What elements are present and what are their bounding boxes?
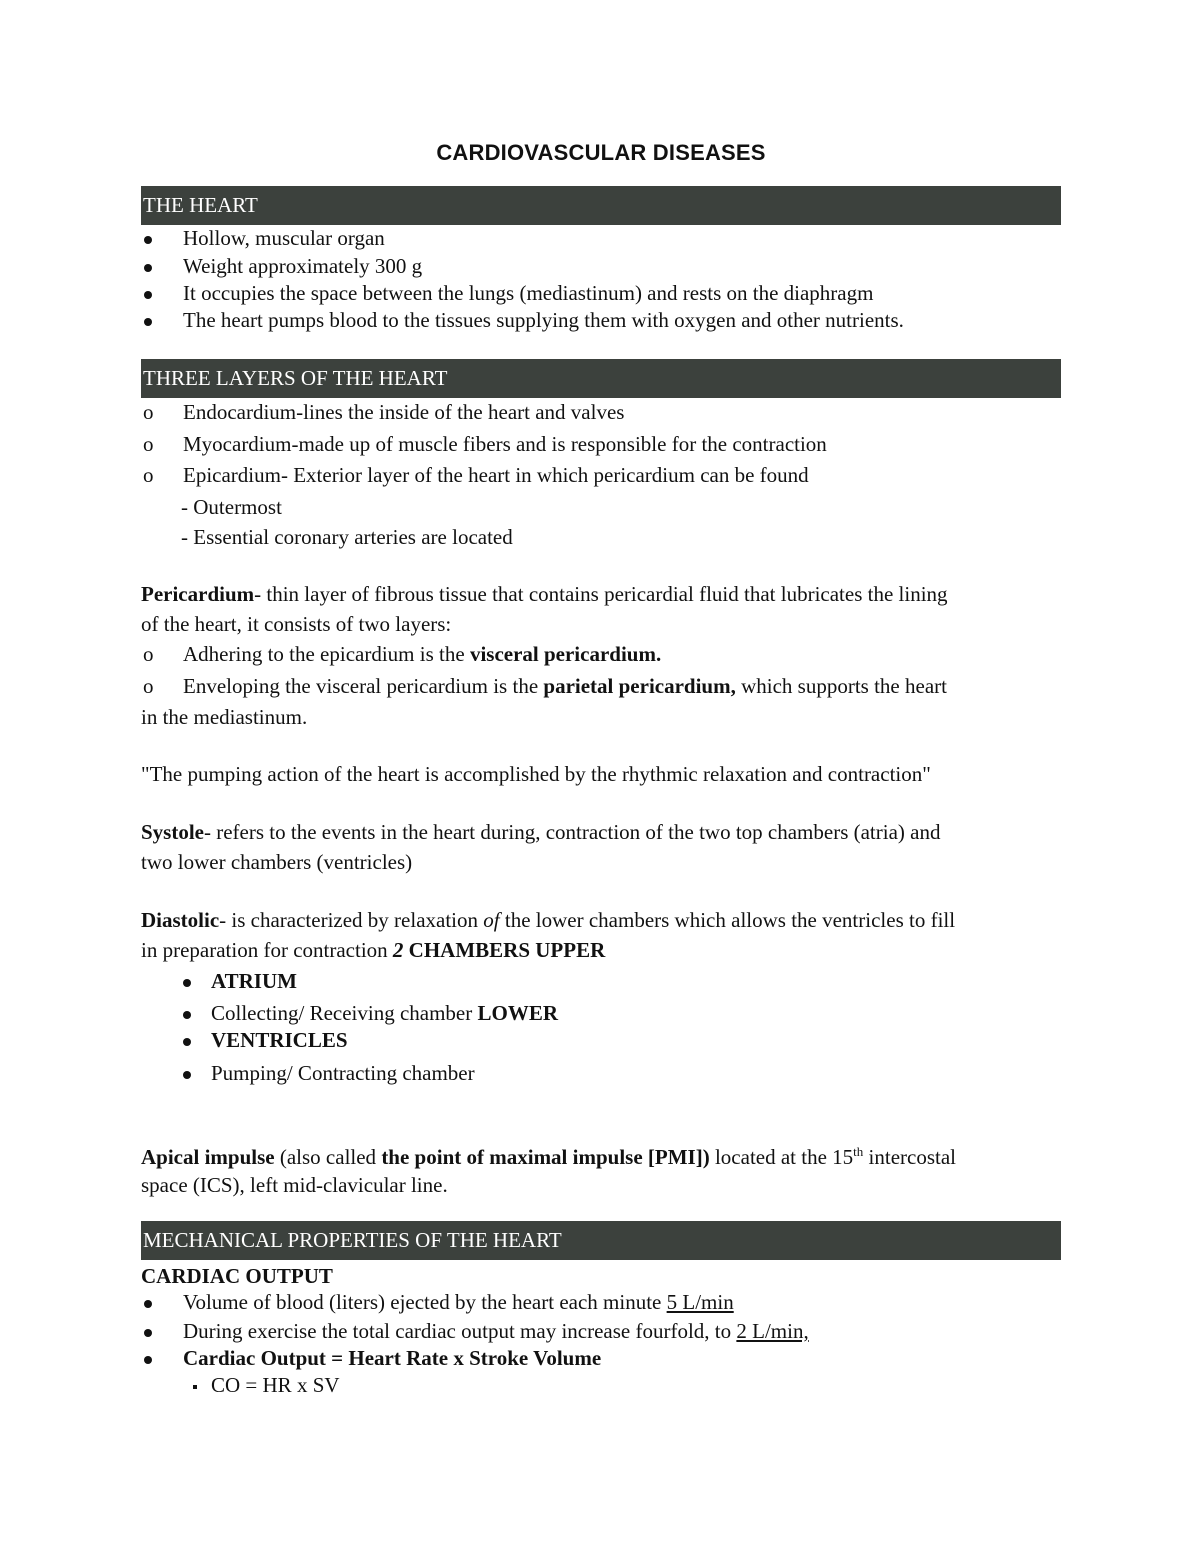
square-bullet-icon bbox=[193, 1385, 197, 1389]
circle-bullet-icon: o bbox=[143, 463, 154, 487]
paragraph-diastolic: Diastolic- is characterized by relaxation of the lower chambers which allows the ventricles to fill bbox=[141, 908, 956, 932]
subheading: CARDIAC OUTPUT bbox=[141, 1264, 333, 1288]
paragraph-systole: Systole- refers to the events in the heart during, contraction of the two top chambers (atria) and bbox=[141, 820, 941, 844]
bullet-icon bbox=[144, 1300, 152, 1308]
section-heading-layers: THREE LAYERS OF THE HEART bbox=[141, 359, 1061, 398]
bullet-icon bbox=[183, 979, 191, 987]
circle-bullet-icon: o bbox=[143, 674, 154, 698]
bullet-icon bbox=[144, 264, 152, 272]
circle-bullet-icon: o bbox=[143, 400, 154, 424]
bullet-icon bbox=[183, 1038, 191, 1046]
section-heading-mechanical: MECHANICAL PROPERTIES OF THE HEART bbox=[141, 1221, 1061, 1260]
term: Apical impulse bbox=[141, 1145, 275, 1169]
paragraph-line: two lower chambers (ventricles) bbox=[141, 850, 413, 874]
term: Pericardium bbox=[141, 582, 255, 606]
term: Systole bbox=[141, 820, 204, 844]
section-heading-heart: THE HEART bbox=[141, 186, 1061, 225]
document-title: CARDIOVASCULAR DISEASES bbox=[436, 140, 766, 165]
quote: "The pumping action of the heart is accomplished by the rhythmic relaxation and contraction" bbox=[141, 762, 931, 786]
bullet-icon bbox=[144, 1329, 152, 1337]
bullet-icon bbox=[183, 1071, 191, 1079]
sub-item: - Outermost bbox=[181, 495, 282, 519]
bullet-icon bbox=[144, 318, 152, 326]
bullet-icon bbox=[144, 236, 152, 244]
circle-bullet-icon: o bbox=[143, 432, 154, 456]
sub-item: - Essential coronary arteries are located bbox=[181, 525, 513, 549]
paragraph-line: of the heart, it consists of two layers: bbox=[141, 612, 452, 636]
bullet-icon bbox=[183, 1011, 191, 1019]
paragraph-pericardium: Pericardium- thin layer of fibrous tissue that contains pericardial fluid that lubricates the lining bbox=[141, 582, 948, 606]
paragraph-line: in preparation for contraction 2 CHAMBERS UPPER bbox=[141, 938, 606, 962]
paragraph-apical: Apical impulse (also called the point of maximal impulse [PMI]) located at the 15th intercostal bbox=[141, 1144, 957, 1169]
circle-bullet-icon: o bbox=[143, 642, 154, 666]
paragraph-line: space (ICS), left mid-clavicular line. bbox=[141, 1173, 448, 1197]
bullet-icon bbox=[144, 291, 152, 299]
bullet-icon bbox=[144, 1356, 152, 1364]
paragraph-line: in the mediastinum. bbox=[141, 705, 308, 729]
term: Diastolic bbox=[141, 908, 220, 932]
